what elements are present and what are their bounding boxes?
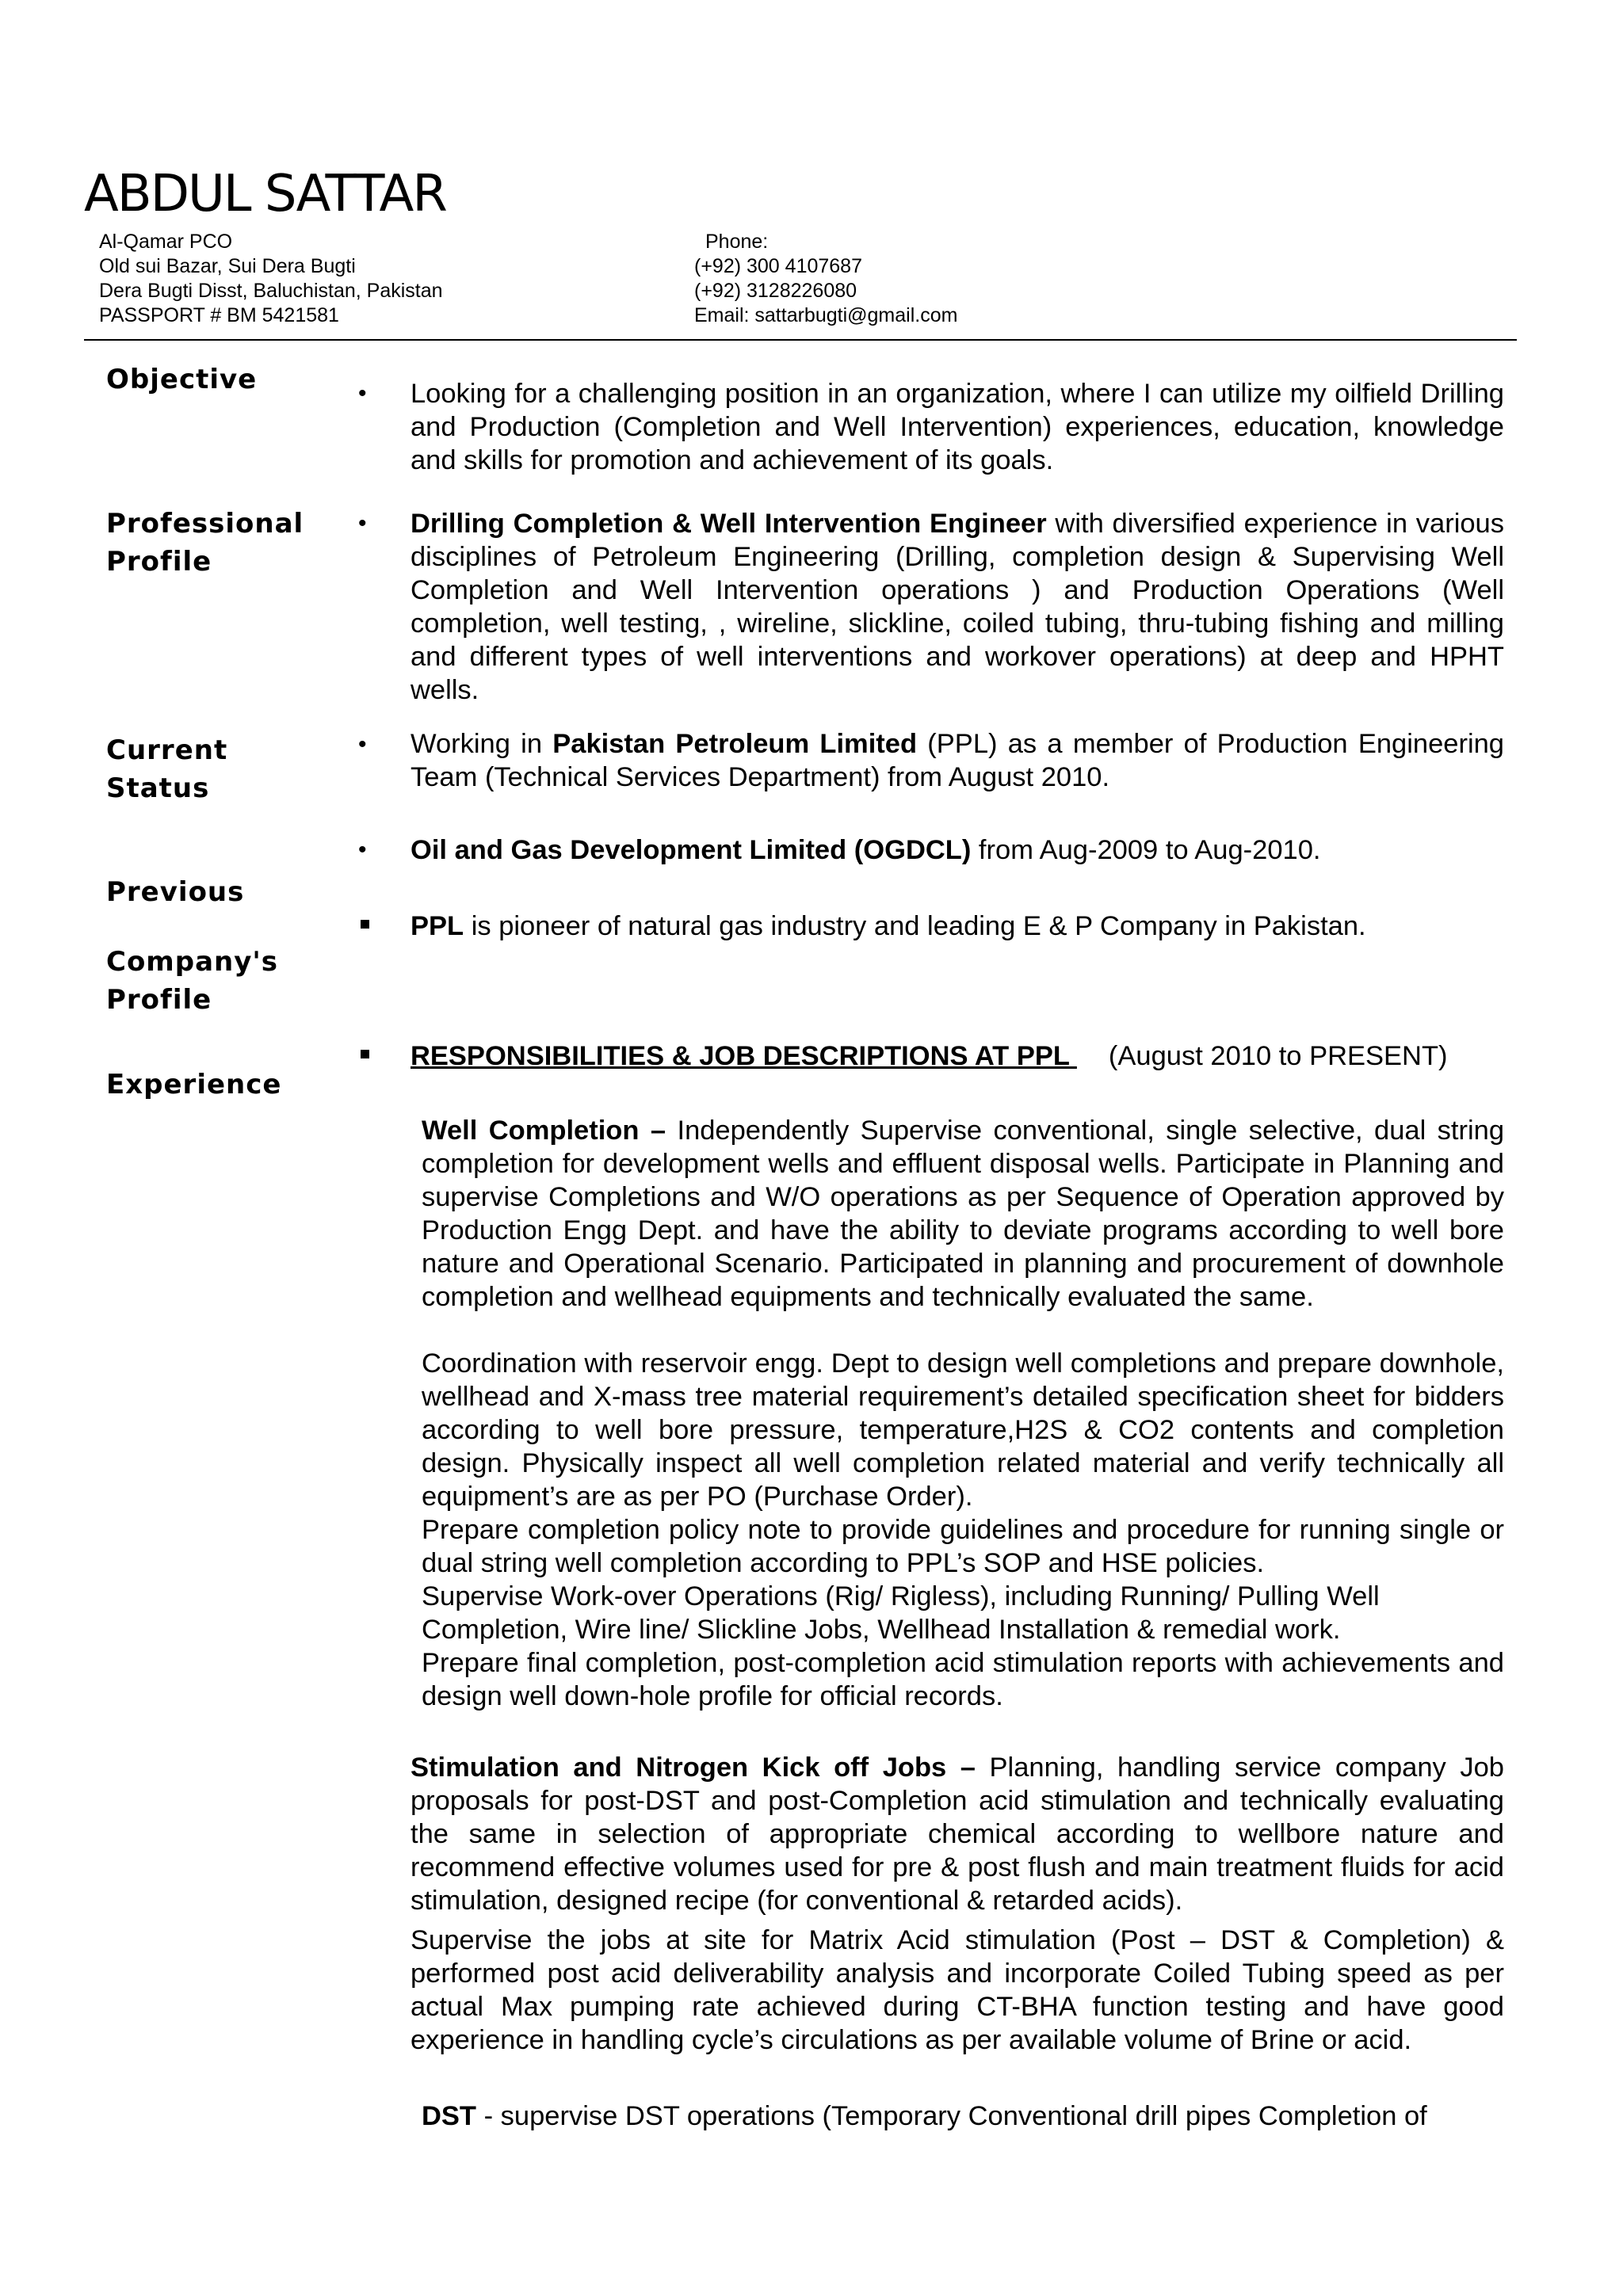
stimulation-text: [411, 1751, 1504, 1917]
bullet-dot: •: [358, 731, 367, 757]
dst-description: - supervise DST operations (Temporary Conventional drill pipes Completion of: [476, 2101, 1427, 2131]
phone-label: Phone:: [705, 231, 769, 253]
company-profile-text: [411, 910, 1504, 943]
well-completion-paragraph: Completion, Wire line/ Slickline Jobs, Wellhead Installation & remedial work.: [422, 1615, 1341, 1645]
stimulation-title: Stimulation and Nitrogen Kick off Jobs –: [411, 1753, 976, 1783]
passport-line: PASSPORT # BM 5421581: [99, 304, 339, 326]
email-line: Email: sattarbugti@gmail.com: [694, 304, 958, 326]
well-completion-paragraph: Prepare final completion, post-completion acid stimulation reports with achievements and design well down-hole profile for official records.: [422, 1648, 1504, 1711]
section-label-professional: Professional: [106, 508, 304, 540]
section-label-current: Current: [106, 734, 228, 766]
previous-employer: Oil and Gas Development Limited (OGDCL): [411, 835, 972, 865]
responsibilities-heading: [411, 1039, 1448, 1073]
well-completion-text: [422, 1114, 1504, 1314]
section-label-objective: Objective: [106, 364, 258, 395]
bullet-dot: •: [358, 837, 367, 863]
section-label-profile: Profile: [106, 546, 212, 578]
profile-description: with diversified experience in various disciplines of Petroleum Engineering (Drilling, completion design & Supervising Well Completion and Well Intervention operations ) and Production Operations (Well completion, well testing, , wireline, slickline, coiled tubing, thru-tubing fishing and milling and different types of well interventions and workover operations) at deep and HPHT wells.: [411, 509, 1504, 705]
address-line: Old sui Bazar, Sui Dera Bugti: [99, 255, 356, 277]
well-completion-title: Well Completion –: [422, 1116, 666, 1146]
bullet-dot: •: [358, 510, 367, 536]
well-completion-paragraph: Coordination with reservoir engg. Dept to design well completions and prepare downhole, wellhead and X-mass tree material requirement’s detailed specification sheet for bidders according to well bore pressure, temperature,H2S & CO2 contents and completion design. Physically inspect all well completion related material and verify technically all equipment’s are as per PO (Purchase Order).: [422, 1348, 1504, 1512]
well-completion-description: Independently Supervise conventional, single selective, dual string completion for development wells and effluent disposal wells. Participate in Planning and supervise Completions and W/O operations as per Sequence of Operation approved by Production Engg Dept. and have the ability to deviate programs according to well bore nature and Operational Scenario. Participated in planning and procurement of downhole completion and wellhead equipments and technically evaluated the same.: [422, 1116, 1505, 1312]
section-label-experience: Experience: [106, 1069, 282, 1100]
bullet-dot: •: [358, 380, 367, 406]
phone-number: (+92) 3128226080: [694, 280, 857, 302]
company-description: is pioneer of natural gas industry and leading E & P Company in Pakistan.: [464, 911, 1366, 941]
current-employer: Pakistan Petroleum Limited: [552, 729, 918, 759]
candidate-name: ABDUL SATTAR: [84, 165, 446, 223]
section-label-company-profile: Profile: [106, 984, 212, 1016]
well-completion-paragraph: Supervise Work-over Operations (Rig/ Rigless), including Running/ Pulling Well: [422, 1581, 1380, 1611]
dst-title: DST: [422, 2101, 476, 2131]
header-divider: [84, 339, 1517, 341]
company-name: PPL: [411, 911, 464, 941]
square-bullet: [361, 920, 369, 929]
stimulation-description: Planning, handling service company Job proposals for post-DST and post-Completion acid stimulation and technically evaluating the same in selection of appropriate chemical according to wellbore nature and recommend effective volumes used for pre & post flush and main treatment fluids for acid stimulation, designed recipe (for conventional & retarded acids).: [411, 1753, 1504, 1916]
professional-profile-text: [411, 507, 1504, 707]
section-label-companys: Company's: [106, 946, 279, 978]
profile-role: Drilling Completion & Well Intervention Engineer: [411, 509, 1047, 539]
responsibilities-title: RESPONSIBILITIES & JOB DESCRIPTIONS AT PPL: [411, 1041, 1077, 1071]
section-label-status: Status: [106, 772, 210, 804]
status-prefix: Working in: [411, 729, 553, 759]
address-block: [99, 230, 443, 328]
phone-number: (+92) 300 4107687: [694, 255, 862, 277]
contact-block: [694, 230, 957, 328]
previous-employer-text: [411, 833, 1504, 867]
well-completion-paragraph: Prepare completion policy note to provide guidelines and procedure for running single or dual string well completion according to PPL’s SOP and HSE policies.: [422, 1515, 1504, 1578]
previous-period: from Aug-2009 to Aug-2010.: [971, 835, 1321, 865]
responsibilities-period: (August 2010 to PRESENT): [1108, 1041, 1448, 1071]
stimulation-paragraph: Supervise the jobs at site for Matrix Acid stimulation (Post – DST & Completion) & performed post acid deliverability analysis and incorporate Coiled Tubing speed as per actual Max pumping rate achieved during CT-BHA function testing and have good experience in handling cycle’s circulations as per available volume of Brine or acid.: [411, 1925, 1504, 2055]
square-bullet: [361, 1050, 369, 1058]
objective-text: Looking for a challenging position in an organization, where I can utilize my oilfield Drilling and Production (Completion and Well Intervention) experiences, education, knowledge and skills for promotion and achievement of its goals.: [411, 379, 1504, 475]
current-status-text: [411, 727, 1504, 794]
section-label-previous: Previous: [106, 876, 245, 908]
address-line: Dera Bugti Disst, Baluchistan, Pakistan: [99, 280, 443, 302]
address-line: Al-Qamar PCO: [99, 231, 233, 253]
dst-text: [422, 2100, 1504, 2133]
status-detail: (PPL) as a member of Production Engineering Team (Technical Services Department) from August 2010.: [411, 729, 1504, 792]
